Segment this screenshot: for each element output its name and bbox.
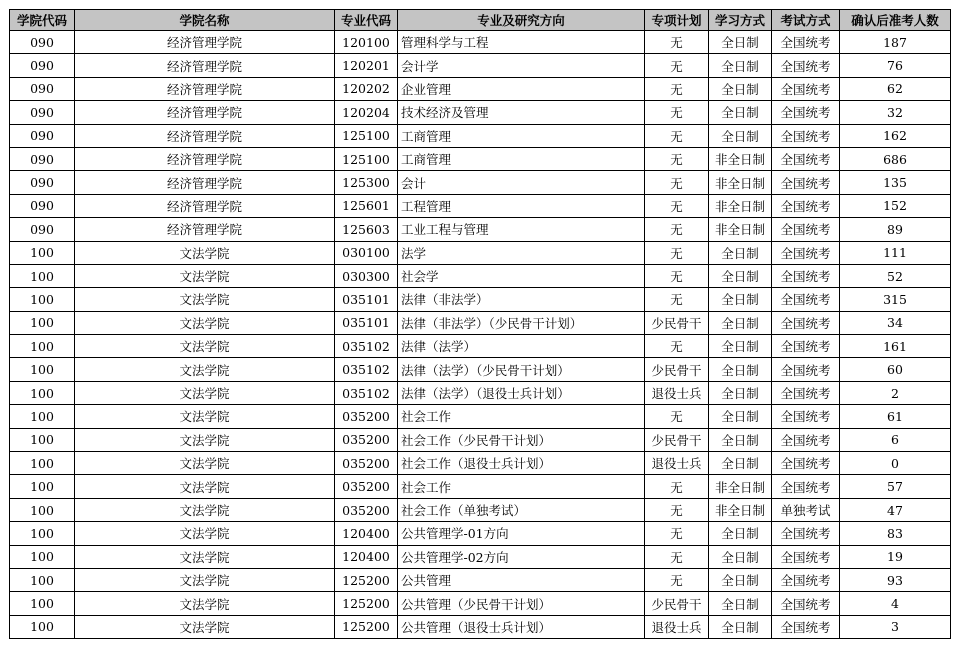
candidate-count-cell: 111 — [840, 241, 951, 264]
major-direction-cell: 社会工作 — [398, 475, 645, 498]
header-major-code: 专业代码 — [335, 10, 398, 31]
header-row — [10, 10, 951, 31]
college-code-cell: 100 — [10, 335, 75, 358]
college-code-cell: 100 — [10, 311, 75, 334]
table-row — [10, 568, 951, 591]
study-mode-cell: 全日制 — [709, 545, 772, 568]
exam-mode-cell: 全国统考 — [772, 381, 840, 404]
special-plan-cell: 少民骨干 — [645, 428, 709, 451]
table-header — [10, 10, 951, 31]
header-college-name: 学院名称 — [75, 10, 335, 31]
college-name-cell: 文法学院 — [75, 335, 335, 358]
special-plan-cell: 无 — [645, 171, 709, 194]
major-direction-cell: 工程管理 — [398, 194, 645, 217]
college-name-cell: 文法学院 — [75, 615, 335, 638]
college-code-cell: 090 — [10, 147, 75, 170]
candidate-count-cell: 60 — [840, 358, 951, 381]
college-name-cell: 文法学院 — [75, 428, 335, 451]
candidate-count-cell: 0 — [840, 452, 951, 475]
major-code-cell: 035101 — [335, 311, 398, 334]
table-row — [10, 124, 951, 147]
table-row — [10, 592, 951, 615]
major-direction-cell: 公共管理 — [398, 568, 645, 591]
college-code-cell: 100 — [10, 264, 75, 287]
college-code-cell: 100 — [10, 498, 75, 521]
header-exam-mode: 考试方式 — [772, 10, 840, 31]
special-plan-cell: 无 — [645, 264, 709, 287]
study-mode-cell: 全日制 — [709, 452, 772, 475]
candidate-count-cell: 4 — [840, 592, 951, 615]
major-code-cell: 035200 — [335, 428, 398, 451]
major-direction-cell: 公共管理学-01方向 — [398, 522, 645, 545]
college-code-cell: 100 — [10, 568, 75, 591]
table-row — [10, 615, 951, 638]
candidate-count-cell: 76 — [840, 54, 951, 77]
exam-mode-cell: 全国统考 — [772, 218, 840, 241]
major-code-cell: 125100 — [335, 147, 398, 170]
exam-mode-cell: 全国统考 — [772, 54, 840, 77]
major-direction-cell: 会计学 — [398, 54, 645, 77]
header-candidate-count: 确认后准考人数 — [840, 10, 951, 31]
admission-table-container — [9, 9, 951, 639]
major-code-cell: 035200 — [335, 452, 398, 475]
college-code-cell: 090 — [10, 194, 75, 217]
table-row — [10, 405, 951, 428]
study-mode-cell: 全日制 — [709, 428, 772, 451]
major-direction-cell: 社会工作（少民骨干计划） — [398, 428, 645, 451]
candidate-count-cell: 57 — [840, 475, 951, 498]
exam-mode-cell: 全国统考 — [772, 147, 840, 170]
table-row — [10, 498, 951, 521]
college-name-cell: 文法学院 — [75, 288, 335, 311]
college-code-cell: 100 — [10, 522, 75, 545]
study-mode-cell: 全日制 — [709, 31, 772, 54]
study-mode-cell: 非全日制 — [709, 147, 772, 170]
college-code-cell: 100 — [10, 288, 75, 311]
college-name-cell: 文法学院 — [75, 522, 335, 545]
table-row — [10, 522, 951, 545]
major-direction-cell: 法律（法学）（退役士兵计划） — [398, 381, 645, 404]
major-direction-cell: 工业工程与管理 — [398, 218, 645, 241]
major-direction-cell: 法律（法学）（少民骨干计划） — [398, 358, 645, 381]
candidate-count-cell: 187 — [840, 31, 951, 54]
study-mode-cell: 全日制 — [709, 381, 772, 404]
major-direction-cell: 公共管理学-02方向 — [398, 545, 645, 568]
college-code-cell: 090 — [10, 101, 75, 124]
table-row — [10, 171, 951, 194]
study-mode-cell: 全日制 — [709, 264, 772, 287]
candidate-count-cell: 32 — [840, 101, 951, 124]
exam-mode-cell: 全国统考 — [772, 522, 840, 545]
major-code-cell: 120100 — [335, 31, 398, 54]
table-row — [10, 241, 951, 264]
major-direction-cell: 法律（非法学） — [398, 288, 645, 311]
exam-mode-cell: 全国统考 — [772, 288, 840, 311]
college-name-cell: 文法学院 — [75, 475, 335, 498]
major-code-cell: 035200 — [335, 498, 398, 521]
college-code-cell: 090 — [10, 54, 75, 77]
table-row — [10, 381, 951, 404]
exam-mode-cell: 全国统考 — [772, 31, 840, 54]
college-name-cell: 经济管理学院 — [75, 31, 335, 54]
exam-mode-cell: 全国统考 — [772, 452, 840, 475]
major-direction-cell: 公共管理（少民骨干计划） — [398, 592, 645, 615]
special-plan-cell: 无 — [645, 31, 709, 54]
college-name-cell: 文法学院 — [75, 545, 335, 568]
special-plan-cell: 无 — [645, 498, 709, 521]
college-code-cell: 090 — [10, 77, 75, 100]
college-code-cell: 100 — [10, 475, 75, 498]
candidate-count-cell: 162 — [840, 124, 951, 147]
candidate-count-cell: 93 — [840, 568, 951, 591]
candidate-count-cell: 3 — [840, 615, 951, 638]
special-plan-cell: 无 — [645, 335, 709, 358]
college-code-cell: 100 — [10, 358, 75, 381]
table-row — [10, 475, 951, 498]
special-plan-cell: 无 — [645, 77, 709, 100]
candidate-count-cell: 135 — [840, 171, 951, 194]
major-direction-cell: 技术经济及管理 — [398, 101, 645, 124]
exam-mode-cell: 全国统考 — [772, 335, 840, 358]
special-plan-cell: 退役士兵 — [645, 452, 709, 475]
study-mode-cell: 全日制 — [709, 405, 772, 428]
header-special-plan: 专项计划 — [645, 10, 709, 31]
college-name-cell: 经济管理学院 — [75, 171, 335, 194]
college-code-cell: 100 — [10, 381, 75, 404]
college-code-cell: 100 — [10, 452, 75, 475]
exam-mode-cell: 全国统考 — [772, 241, 840, 264]
exam-mode-cell: 全国统考 — [772, 428, 840, 451]
exam-mode-cell: 全国统考 — [772, 194, 840, 217]
major-direction-cell: 公共管理（退役士兵计划） — [398, 615, 645, 638]
exam-mode-cell: 全国统考 — [772, 568, 840, 591]
exam-mode-cell: 全国统考 — [772, 171, 840, 194]
major-direction-cell: 法学 — [398, 241, 645, 264]
study-mode-cell: 全日制 — [709, 101, 772, 124]
study-mode-cell: 全日制 — [709, 241, 772, 264]
major-direction-cell: 法律（法学） — [398, 335, 645, 358]
college-name-cell: 文法学院 — [75, 358, 335, 381]
exam-mode-cell: 全国统考 — [772, 101, 840, 124]
college-name-cell: 经济管理学院 — [75, 101, 335, 124]
major-code-cell: 035101 — [335, 288, 398, 311]
special-plan-cell: 无 — [645, 101, 709, 124]
exam-mode-cell: 全国统考 — [772, 77, 840, 100]
candidate-count-cell: 61 — [840, 405, 951, 428]
special-plan-cell: 无 — [645, 218, 709, 241]
study-mode-cell: 全日制 — [709, 592, 772, 615]
study-mode-cell: 全日制 — [709, 288, 772, 311]
major-direction-cell: 法律（非法学）（少民骨干计划） — [398, 311, 645, 334]
table-row — [10, 311, 951, 334]
college-name-cell: 经济管理学院 — [75, 54, 335, 77]
candidate-count-cell: 34 — [840, 311, 951, 334]
study-mode-cell: 全日制 — [709, 358, 772, 381]
table-row — [10, 288, 951, 311]
study-mode-cell: 非全日制 — [709, 171, 772, 194]
table-row — [10, 428, 951, 451]
major-code-cell: 125200 — [335, 592, 398, 615]
major-direction-cell: 企业管理 — [398, 77, 645, 100]
exam-mode-cell: 全国统考 — [772, 358, 840, 381]
major-direction-cell: 会计 — [398, 171, 645, 194]
major-code-cell: 125100 — [335, 124, 398, 147]
table-row — [10, 452, 951, 475]
admission-table — [9, 9, 951, 639]
special-plan-cell: 无 — [645, 405, 709, 428]
major-code-cell: 120400 — [335, 522, 398, 545]
special-plan-cell: 少民骨干 — [645, 311, 709, 334]
study-mode-cell: 非全日制 — [709, 194, 772, 217]
major-code-cell: 125603 — [335, 218, 398, 241]
table-row — [10, 545, 951, 568]
exam-mode-cell: 全国统考 — [772, 311, 840, 334]
candidate-count-cell: 2 — [840, 381, 951, 404]
table-row — [10, 194, 951, 217]
candidate-count-cell: 6 — [840, 428, 951, 451]
college-code-cell: 100 — [10, 545, 75, 568]
candidate-count-cell: 19 — [840, 545, 951, 568]
college-name-cell: 文法学院 — [75, 568, 335, 591]
exam-mode-cell: 全国统考 — [772, 545, 840, 568]
table-row — [10, 77, 951, 100]
special-plan-cell: 无 — [645, 54, 709, 77]
special-plan-cell: 退役士兵 — [645, 381, 709, 404]
college-code-cell: 100 — [10, 428, 75, 451]
special-plan-cell: 无 — [645, 545, 709, 568]
college-code-cell: 100 — [10, 241, 75, 264]
candidate-count-cell: 89 — [840, 218, 951, 241]
college-code-cell: 100 — [10, 615, 75, 638]
major-code-cell: 035200 — [335, 475, 398, 498]
college-code-cell: 090 — [10, 218, 75, 241]
exam-mode-cell: 全国统考 — [772, 405, 840, 428]
exam-mode-cell: 全国统考 — [772, 264, 840, 287]
major-direction-cell: 管理科学与工程 — [398, 31, 645, 54]
college-code-cell: 090 — [10, 124, 75, 147]
exam-mode-cell: 全国统考 — [772, 615, 840, 638]
table-row — [10, 358, 951, 381]
table-row — [10, 218, 951, 241]
candidate-count-cell: 315 — [840, 288, 951, 311]
college-name-cell: 经济管理学院 — [75, 218, 335, 241]
college-name-cell: 文法学院 — [75, 311, 335, 334]
major-code-cell: 120201 — [335, 54, 398, 77]
major-code-cell: 125200 — [335, 615, 398, 638]
college-name-cell: 文法学院 — [75, 592, 335, 615]
college-name-cell: 文法学院 — [75, 452, 335, 475]
college-name-cell: 文法学院 — [75, 264, 335, 287]
candidate-count-cell: 686 — [840, 147, 951, 170]
special-plan-cell: 无 — [645, 288, 709, 311]
major-direction-cell: 社会工作（退役士兵计划） — [398, 452, 645, 475]
candidate-count-cell: 62 — [840, 77, 951, 100]
table-row — [10, 31, 951, 54]
college-name-cell: 经济管理学院 — [75, 147, 335, 170]
candidate-count-cell: 152 — [840, 194, 951, 217]
special-plan-cell: 无 — [645, 241, 709, 264]
candidate-count-cell: 47 — [840, 498, 951, 521]
header-study-mode: 学习方式 — [709, 10, 772, 31]
table-body — [10, 31, 951, 639]
major-direction-cell: 工商管理 — [398, 124, 645, 147]
college-name-cell: 文法学院 — [75, 381, 335, 404]
special-plan-cell: 少民骨干 — [645, 358, 709, 381]
college-code-cell: 090 — [10, 31, 75, 54]
major-direction-cell: 社会学 — [398, 264, 645, 287]
major-direction-cell: 社会工作（单独考试） — [398, 498, 645, 521]
special-plan-cell: 无 — [645, 124, 709, 147]
table-row — [10, 335, 951, 358]
candidate-count-cell: 161 — [840, 335, 951, 358]
major-code-cell: 035200 — [335, 405, 398, 428]
candidate-count-cell: 83 — [840, 522, 951, 545]
exam-mode-cell: 全国统考 — [772, 124, 840, 147]
college-name-cell: 经济管理学院 — [75, 124, 335, 147]
exam-mode-cell: 全国统考 — [772, 592, 840, 615]
special-plan-cell: 无 — [645, 522, 709, 545]
table-row — [10, 101, 951, 124]
study-mode-cell: 非全日制 — [709, 475, 772, 498]
major-code-cell: 125601 — [335, 194, 398, 217]
major-code-cell: 125300 — [335, 171, 398, 194]
major-direction-cell: 社会工作 — [398, 405, 645, 428]
major-code-cell: 125200 — [335, 568, 398, 591]
college-code-cell: 090 — [10, 171, 75, 194]
college-name-cell: 经济管理学院 — [75, 77, 335, 100]
study-mode-cell: 全日制 — [709, 568, 772, 591]
header-major-direction: 专业及研究方向 — [398, 10, 645, 31]
college-name-cell: 文法学院 — [75, 241, 335, 264]
special-plan-cell: 无 — [645, 568, 709, 591]
major-code-cell: 035102 — [335, 335, 398, 358]
major-code-cell: 035102 — [335, 358, 398, 381]
study-mode-cell: 非全日制 — [709, 218, 772, 241]
exam-mode-cell: 单独考试 — [772, 498, 840, 521]
major-code-cell: 035102 — [335, 381, 398, 404]
table-row — [10, 147, 951, 170]
major-code-cell: 120202 — [335, 77, 398, 100]
study-mode-cell: 非全日制 — [709, 498, 772, 521]
candidate-count-cell: 52 — [840, 264, 951, 287]
college-name-cell: 文法学院 — [75, 405, 335, 428]
study-mode-cell: 全日制 — [709, 522, 772, 545]
special-plan-cell: 退役士兵 — [645, 615, 709, 638]
special-plan-cell: 无 — [645, 475, 709, 498]
special-plan-cell: 无 — [645, 147, 709, 170]
major-direction-cell: 工商管理 — [398, 147, 645, 170]
exam-mode-cell: 全国统考 — [772, 475, 840, 498]
special-plan-cell: 少民骨干 — [645, 592, 709, 615]
study-mode-cell: 全日制 — [709, 615, 772, 638]
special-plan-cell: 无 — [645, 194, 709, 217]
college-name-cell: 文法学院 — [75, 498, 335, 521]
major-code-cell: 030300 — [335, 264, 398, 287]
major-code-cell: 120204 — [335, 101, 398, 124]
major-code-cell: 120400 — [335, 545, 398, 568]
college-code-cell: 100 — [10, 592, 75, 615]
table-row — [10, 54, 951, 77]
header-college-code: 学院代码 — [10, 10, 75, 31]
study-mode-cell: 全日制 — [709, 124, 772, 147]
major-code-cell: 030100 — [335, 241, 398, 264]
college-code-cell: 100 — [10, 405, 75, 428]
study-mode-cell: 全日制 — [709, 77, 772, 100]
study-mode-cell: 全日制 — [709, 335, 772, 358]
study-mode-cell: 全日制 — [709, 54, 772, 77]
college-name-cell: 经济管理学院 — [75, 194, 335, 217]
table-row — [10, 264, 951, 287]
study-mode-cell: 全日制 — [709, 311, 772, 334]
